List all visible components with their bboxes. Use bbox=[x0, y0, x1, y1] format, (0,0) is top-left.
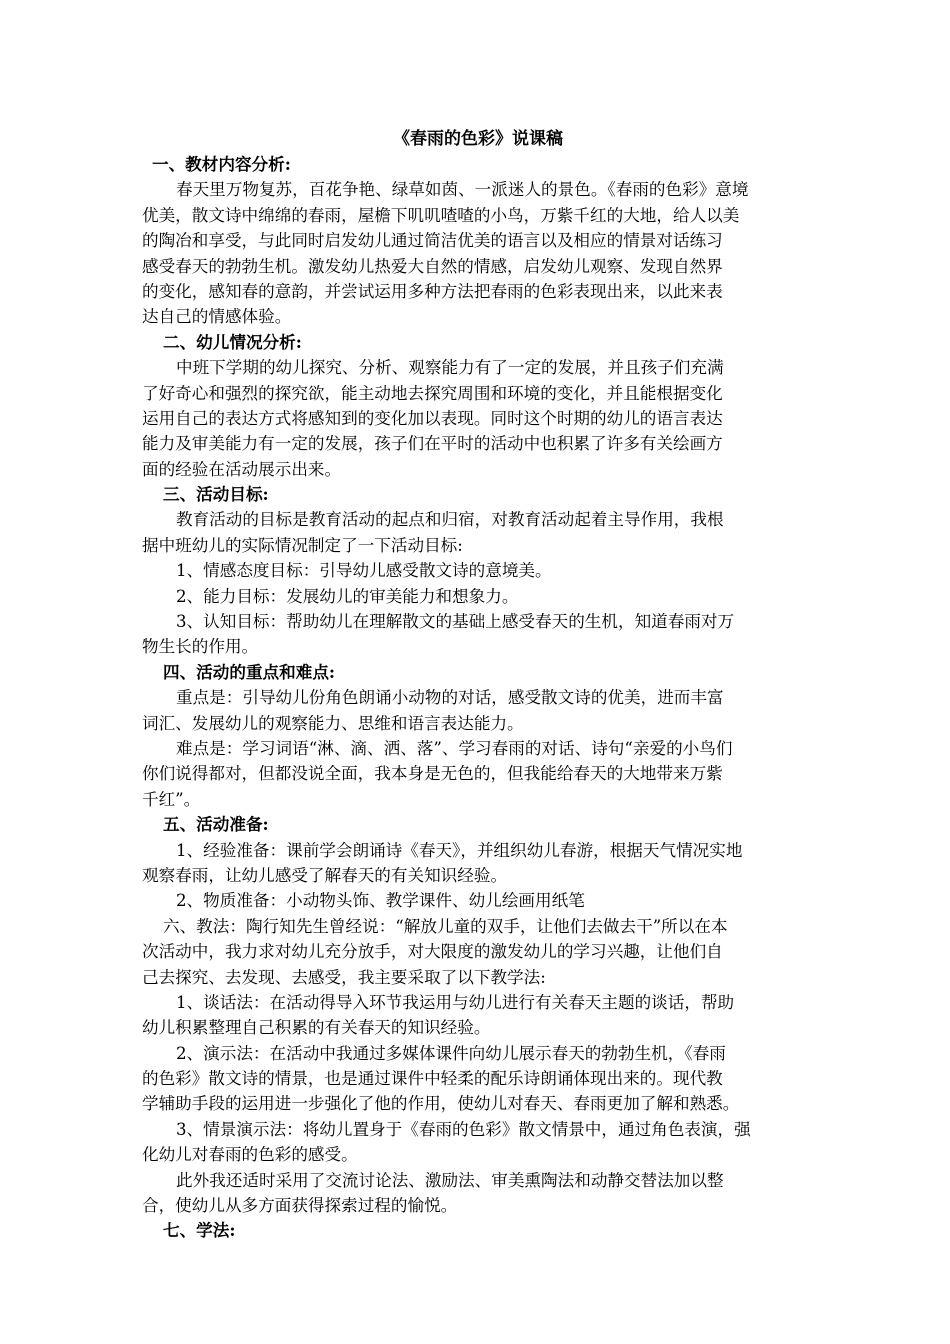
paragraph-line: 化幼儿对春雨的色彩的感受。 bbox=[142, 1145, 358, 1165]
paragraph-line: 难点是：学习词语“淋、滴、洒、落”、学习春雨的对话、诗句“亲爱的小鸟们 bbox=[176, 738, 733, 758]
paragraph-line: 幼儿积累整理自己积累的有关春天的知识经验。 bbox=[142, 1018, 491, 1038]
paragraph-line: 的变化，感知春的意韵，并尝试运用多种方法把春雨的色彩表现出来，以此来表 bbox=[142, 281, 723, 301]
paragraph-line: 1、经验准备：课前学会朗诵诗《春天》，并组织幼儿春游，根据天气情况实地 bbox=[176, 840, 743, 860]
paragraph-line: 春天里万物复苏，百花争艳、绿草如茵、一派迷人的景色。《春雨的色彩》意境 bbox=[176, 180, 749, 200]
paragraph-line: 的色彩》散文诗的情景，也是通过课件中轻柔的配乐诗朗诵体现出来的。现代教 bbox=[142, 1069, 723, 1089]
paragraph-line: 学辅助手段的运用进一步强化了他的作用，使幼儿对春天、春雨更加了解和熟悉。 bbox=[142, 1094, 740, 1114]
section-heading: 三、活动目标: bbox=[163, 484, 269, 505]
paragraph-line: 中班下学期的幼儿探究、分析、观察能力有了一定的发展，并且孩子们充满 bbox=[176, 358, 724, 378]
paragraph-line: 此外我还适时采用了交流讨论法、激励法、审美熏陶法和动静交替法加以整 bbox=[176, 1170, 724, 1190]
paragraph-line: 据中班幼儿的实际情况制定了一下活动目标: bbox=[142, 535, 463, 555]
paragraph-line: 了好奇心和强烈的探究欲，能主动地去探究周围和环境的变化，并且能根据变化 bbox=[142, 383, 723, 403]
paragraph-line: 2、物质准备：小动物头饰、教学课件、幼儿绘画用纸笔 bbox=[176, 891, 585, 911]
paragraph-line: 合，使幼儿从多方面获得探索过程的愉悦。 bbox=[142, 1196, 458, 1216]
paragraph-line: 1、情感态度目标：引导幼儿感受散文诗的意境美。 bbox=[176, 561, 552, 581]
paragraph-line: 3、认知目标：帮助幼儿在理解散文的基础上感受春天的生机，知道春雨对万 bbox=[176, 612, 735, 632]
paragraph-line: 2、演示法：在活动中我通过多媒体课件向幼儿展示春天的勃勃生机，《春雨 bbox=[176, 1043, 726, 1063]
paragraph-line: 优美，散文诗中绵绵的春雨，屋檐下叽叽喳喳的小鸟，万紫千红的大地，给人以美 bbox=[142, 205, 740, 225]
paragraph-line: 面的经验在活动展示出来。 bbox=[142, 459, 342, 479]
section-heading: 一、教材内容分析: bbox=[152, 154, 291, 174]
paragraph-line: 3、情景演示法：将幼儿置身于《春雨的色彩》散文情景中，通过角色表演，强 bbox=[176, 1119, 751, 1139]
paragraph-line: 运用自己的表达方式将感知到的变化加以表现。同时这个时期的幼儿的语言表达 bbox=[142, 408, 723, 428]
paragraph-line: 物生长的作用。 bbox=[142, 637, 259, 657]
paragraph-line: 千红”。 bbox=[142, 789, 201, 809]
document-body bbox=[142, 152, 814, 1244]
paragraph-line: 教育活动的目标是教育活动的起点和归宿，对教育活动起着主导作用，我根 bbox=[176, 510, 724, 530]
paragraph-line: 己去探究、去发现、去感受，我主要采取了以下教学法: bbox=[142, 967, 546, 987]
paragraph-line: 你们说得都对，但都没说全面，我本身是无色的，但我能给春天的大地带来万紫 bbox=[142, 764, 723, 784]
paragraph-line: 1、谈话法：在活动得导入环节我运用与幼儿进行有关春天主题的谈话，帮助 bbox=[176, 992, 735, 1012]
document-title: 《春雨的色彩》说课稿 bbox=[393, 129, 563, 149]
paragraph-line: 六、教法：陶行知先生曾经说：“解放儿童的双手，让他们去做去干”所以在本 bbox=[163, 916, 728, 936]
section-heading: 七、学法: bbox=[163, 1220, 236, 1241]
paragraph-line: 重点是：引导幼儿份角色朗诵小动物的对话，感受散文诗的优美，进而丰富 bbox=[176, 688, 724, 708]
paragraph-line: 的陶冶和享受，与此同时启发幼儿通过简洁优美的语言以及相应的情景对话练习 bbox=[142, 231, 723, 251]
section-heading: 二、幼儿情况分析: bbox=[163, 331, 302, 352]
paragraph-line: 能力及审美能力有一定的发展，孩子们在平时的活动中也积累了许多有关绘画方 bbox=[142, 434, 723, 454]
section-heading: 五、活动准备: bbox=[163, 814, 269, 835]
paragraph-line: 观察春雨，让幼儿感受了解春天的有关知识经验。 bbox=[142, 865, 508, 885]
paragraph-line: 次活动中，我力求对幼儿充分放手，对大限度的激发幼儿的学习兴趣，让他们自 bbox=[142, 942, 723, 962]
paragraph-line: 词汇、发展幼儿的观察能力、思维和语言表达能力。 bbox=[142, 713, 524, 733]
paragraph-line: 感受春天的勃勃生机。激发幼儿热爱大自然的情感，启发幼儿观察、发现自然界 bbox=[142, 256, 723, 276]
document-page bbox=[142, 126, 814, 1244]
paragraph-line: 2、能力目标：发展幼儿的审美能力和想象力。 bbox=[176, 586, 519, 606]
paragraph-line: 达自己的情感体验。 bbox=[142, 307, 292, 327]
section-heading: 四、活动的重点和难点: bbox=[163, 661, 336, 682]
